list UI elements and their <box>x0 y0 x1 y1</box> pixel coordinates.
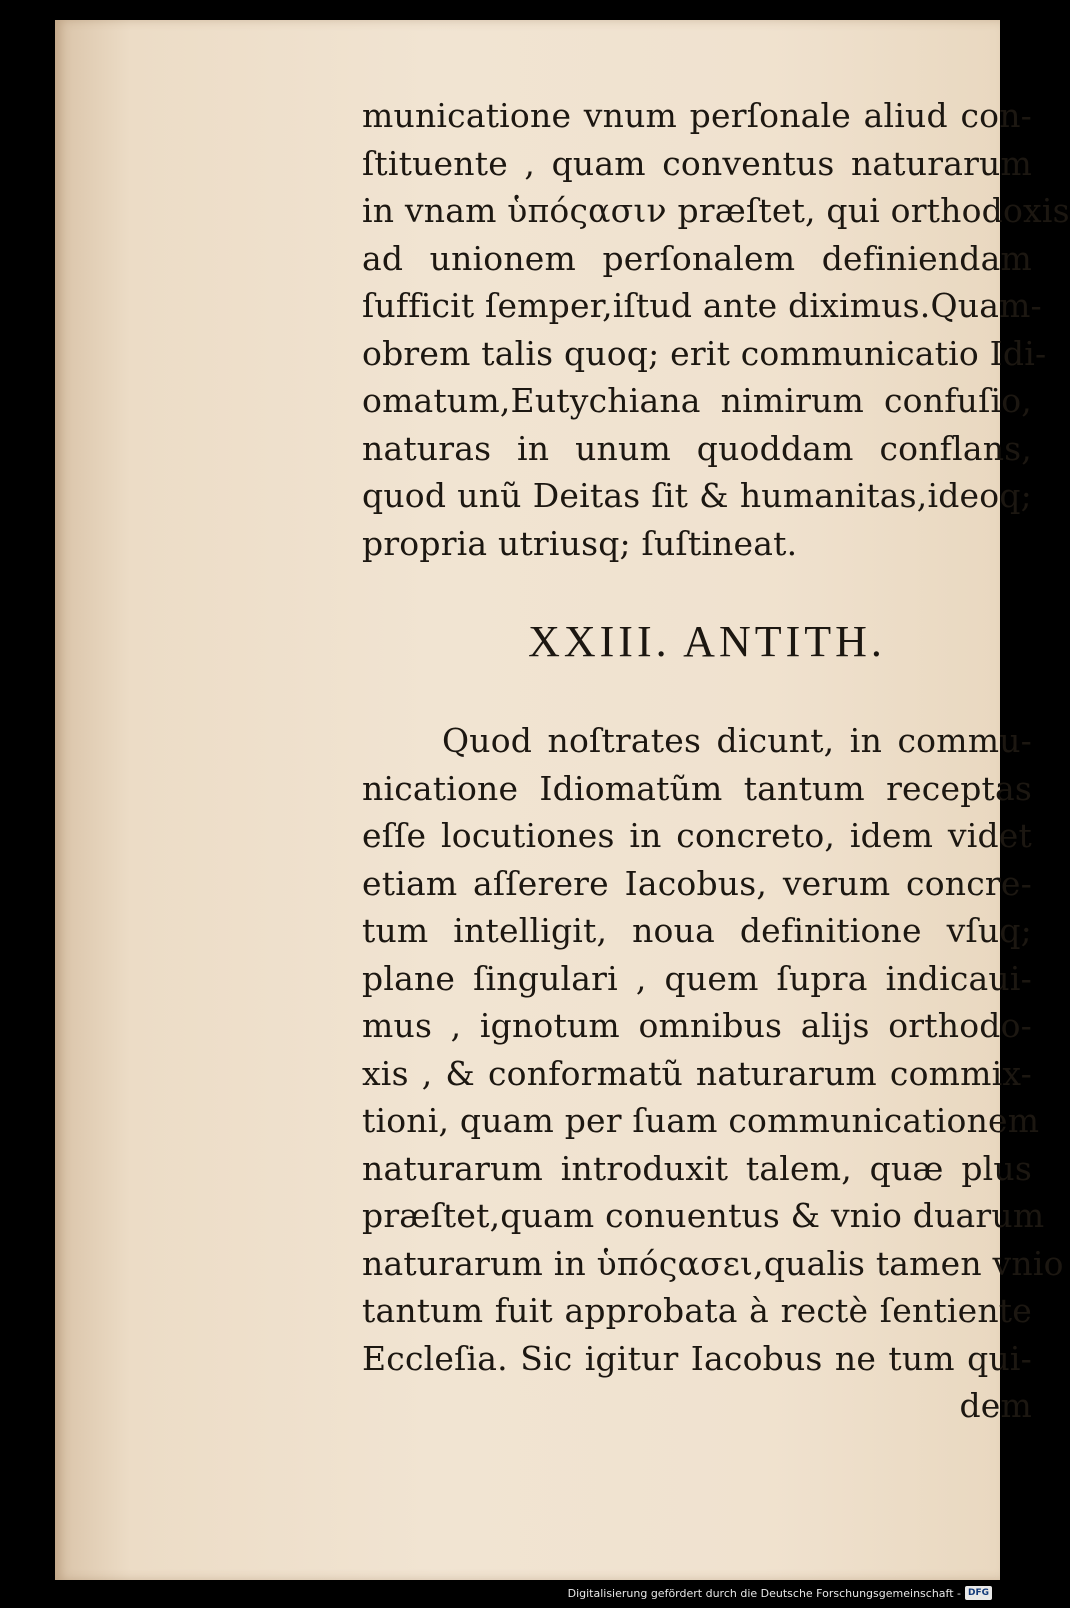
text-line: tioni, quam per ſuam communicationem <box>362 1101 1040 1140</box>
book-page <box>55 20 1070 1580</box>
text-line: Eccleſia. Sic igitur Iacobus ne tum qui- <box>362 1338 1032 1378</box>
text-line: tantum fuit approbata à rectè ſentiente <box>362 1291 1032 1330</box>
text-line: omatum,Eutychiana nimirum confuſio, <box>362 381 1032 420</box>
text-line: præſtet,quam conuentus & vnio duarum <box>362 1196 1045 1235</box>
credit-text: Digitalisierung gefördert durch die Deutsche Forschungsgemeinschaft - <box>567 1586 961 1600</box>
text-line: plane ſingulari , quem ſupra indicaui- <box>362 958 1032 998</box>
text-line: mus , ignotum omnibus alijs orthodo- <box>362 1006 1032 1045</box>
text-line: ſufficit ſemper,iſtud ante diximus.Quam- <box>362 286 1042 325</box>
text-line: eſſe locutiones in concreto, idem videt <box>362 816 1032 855</box>
text-line: xis , & conformatũ naturarum commix- <box>362 1053 1032 1093</box>
text-line: in vnam ὑπόςασιν præſtet, qui orthodoxis <box>362 191 1070 230</box>
text-line: etiam aſſerere Iacobus, verum concre- <box>362 863 1032 903</box>
text-block <box>362 92 1070 1430</box>
text-line: propria utriusq; ſuſtineat. <box>362 523 798 563</box>
text-line: tum intelligit, noua definitione vſuq; <box>362 911 1032 950</box>
text-line: naturarum in ὑπόςασει,qualis tamen vnio <box>362 1243 1064 1283</box>
catchword: dem <box>959 1386 1032 1425</box>
text-line: ſtituente , quam conventus naturarum <box>362 143 1032 183</box>
digitization-credit <box>568 1582 992 1604</box>
text-line: Quod noſtrates dicunt, in commu- <box>442 721 1032 760</box>
text-line: naturas in unum quoddam conflans, <box>362 428 1032 468</box>
text-line: municatione vnum perſonale aliud con- <box>362 96 1032 135</box>
dfg-logo-icon: DFG <box>965 1586 992 1600</box>
section-heading: XXIII. ANTITH. <box>528 617 886 666</box>
text-line: nicatione Idiomatũm tantum receptas <box>362 768 1032 808</box>
text-line: quod unũ Deitas ſit & humanitas,ideoq; <box>362 476 1032 515</box>
text-line: naturarum introduxit talem, quæ plus <box>362 1148 1032 1188</box>
text-line: ad unionem perſonalem definiendam <box>362 238 1032 278</box>
text-line: obrem talis quoq; erit communicatio Idi- <box>362 333 1047 373</box>
